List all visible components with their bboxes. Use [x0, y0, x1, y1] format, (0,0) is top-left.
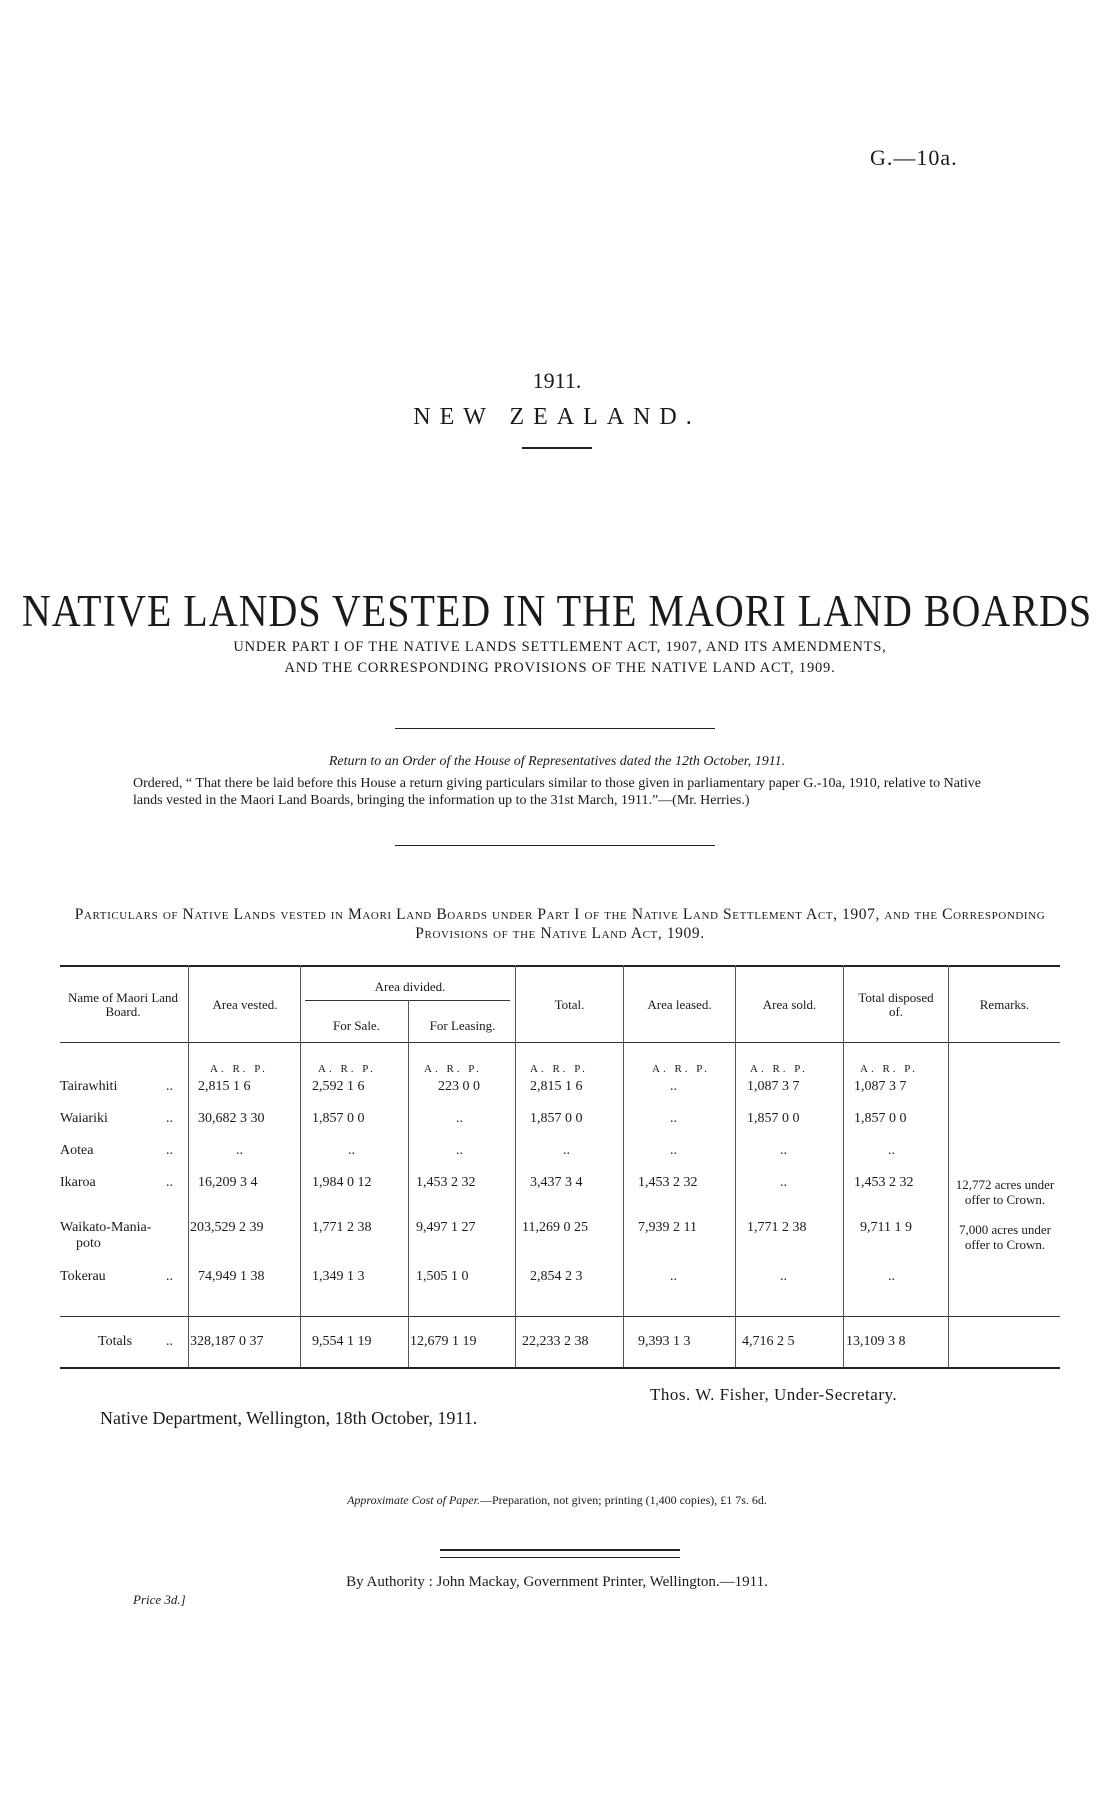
- total-cell: 2,815 1 6: [530, 1079, 583, 1094]
- price-label: Price 3d.]: [133, 1592, 186, 1607]
- header-total-disposed: Total disposed of.: [858, 990, 934, 1019]
- area-vested-cell: 74,949 1 38: [198, 1269, 265, 1284]
- total-cell: ..: [563, 1143, 570, 1158]
- remarks-cell: 7,000 acres under offer to Crown.: [958, 1222, 1052, 1252]
- header-area-leased: Area leased.: [647, 997, 712, 1012]
- return-order-line: Return to an Order of the House of Representatives dated the 12th October, 1911.: [328, 754, 786, 769]
- unit-label: A. R. P.: [750, 1063, 808, 1075]
- area-sold-cell: 1,857 0 0: [747, 1111, 800, 1126]
- total-cell: 2,854 2 3: [530, 1269, 583, 1284]
- order-top-rule: [395, 728, 715, 729]
- area-leased-cell: ..: [670, 1269, 677, 1284]
- table-caption: Particulars of Native Lands vested in Maori Land Boards under Part I of the Native Land Settlement Act, 1907, and the Corresponding Provisions of the Native Land Act, 1909.: [74, 906, 1046, 942]
- authority-label: By Authority :: [346, 1574, 433, 1590]
- total-disposed: 13,109 3 8: [846, 1334, 906, 1349]
- totals-top-rule: [60, 1316, 1060, 1317]
- leader-dots: ..: [166, 1143, 173, 1158]
- authority-line: [0, 1574, 1114, 1591]
- header-for-leasing: For Leasing.: [429, 1018, 496, 1033]
- remarks-cell: 12,772 acres under offer to Crown.: [955, 1177, 1055, 1207]
- total-disposed-cell: 1,453 2 32: [854, 1175, 914, 1190]
- board-name: Waiariki: [60, 1111, 108, 1126]
- leader-dots: ..: [166, 1111, 173, 1126]
- total-total: 22,233 2 38: [522, 1334, 589, 1349]
- cost-text: —Preparation, not given; printing (1,400 copies), £1 7s. 6d.: [479, 1493, 767, 1507]
- board-name: Tairawhiti: [60, 1079, 118, 1094]
- total-disposed-cell: 1,087 3 7: [854, 1079, 907, 1094]
- heading-rule: [522, 447, 592, 449]
- unit-label: A. R. P.: [530, 1063, 588, 1075]
- total-area-vested: 328,187 0 37: [190, 1334, 264, 1349]
- area-leased-cell: 1,453 2 32: [638, 1175, 698, 1190]
- area-vested-cell: 2,815 1 6: [198, 1079, 251, 1094]
- document-reference: G.—10a.: [870, 145, 958, 170]
- ordered-paragraph: Ordered, “ That there be laid before this House a return giving particulars similar to those given in parliamentary paper G.-10a, 1910, relative to Native lands vested in the Maori Land Boards, bringing the information up to the 31st March, 1911.”—(Mr. Herries.): [133, 776, 981, 808]
- col-divider: [735, 965, 736, 1367]
- subtitle-line-1: UNDER PART I OF THE NATIVE LANDS SETTLEMENT ACT, 1907, AND ITS AMENDMENTS,: [233, 639, 887, 655]
- area-leased-cell: ..: [670, 1111, 677, 1126]
- header-total: Total.: [554, 997, 585, 1012]
- leader-dots: ..: [166, 1334, 173, 1349]
- total-for-leasing: 12,679 1 19: [410, 1334, 477, 1349]
- subtitle-line-2: AND THE CORRESPONDING PROVISIONS OF THE NATIVE LAND ACT, 1909.: [284, 660, 836, 676]
- total-cell: 11,269 0 25: [522, 1220, 588, 1235]
- header-area-divided: Area divided.: [374, 979, 446, 994]
- table-top-rule: [60, 965, 1060, 967]
- board-name-line-2: poto: [76, 1236, 101, 1251]
- area-vested-cell: 203,529 2 39: [190, 1220, 264, 1235]
- board-name-line-1: Waikato-Mania-: [60, 1220, 152, 1235]
- unit-label: A. R. P.: [652, 1063, 710, 1075]
- total-disposed-cell: ..: [888, 1269, 895, 1284]
- signature-line: Thos. W. Fisher, Under-Secretary.: [650, 1385, 898, 1404]
- total-area-leased: 9,393 1 3: [638, 1334, 691, 1349]
- for-leasing-cell: 1,453 2 32: [416, 1175, 476, 1190]
- total-area-sold: 4,716 2 5: [742, 1334, 795, 1349]
- cost-line: [0, 1493, 1114, 1508]
- header-bottom-rule: [60, 1042, 1060, 1043]
- leader-dots: ..: [166, 1269, 173, 1284]
- for-sale-cell: 2,592 1 6: [312, 1079, 365, 1094]
- unit-label: A. R. P.: [210, 1063, 268, 1075]
- totals-label: Totals: [98, 1334, 133, 1349]
- col-divider: [408, 1000, 409, 1367]
- page-title: NATIVE LANDS VESTED IN THE MAORI LAND BOARDS: [21, 584, 1093, 637]
- area-vested-cell: ..: [236, 1143, 243, 1158]
- unit-label: A. R. P.: [860, 1063, 918, 1075]
- area-vested-cell: 30,682 3 30: [198, 1111, 265, 1126]
- leader-dots: ..: [166, 1175, 173, 1190]
- total-disposed-cell: 9,711 1 9: [860, 1220, 912, 1235]
- area-vested-cell: 16,209 3 4: [198, 1175, 258, 1190]
- total-for-sale: 9,554 1 19: [312, 1334, 372, 1349]
- page-subtitle: [100, 637, 1020, 679]
- header-remarks: Remarks.: [979, 997, 1030, 1012]
- table-bottom-rule: [60, 1367, 1060, 1369]
- area-sold-cell: ..: [780, 1175, 787, 1190]
- board-name: Aotea: [60, 1143, 94, 1158]
- col-divider: [623, 965, 624, 1367]
- authority-text: John Mackay, Government Printer, Wellington.—1911.: [436, 1574, 768, 1590]
- year-heading: 1911.: [532, 368, 582, 393]
- for-leasing-cell: ..: [456, 1143, 463, 1158]
- board-name: Ikaroa: [60, 1175, 96, 1190]
- col-divider: [948, 965, 949, 1367]
- area-leased-cell: ..: [670, 1079, 677, 1094]
- land-boards-table: [60, 965, 1060, 1370]
- leader-dots: ..: [166, 1079, 173, 1094]
- area-sold-cell: 1,771 2 38: [747, 1220, 807, 1235]
- total-cell: 3,437 3 4: [530, 1175, 583, 1190]
- for-sale-cell: 1,771 2 38: [312, 1220, 372, 1235]
- footer-rule-top: [440, 1549, 680, 1551]
- area-leased-cell: ..: [670, 1143, 677, 1158]
- for-leasing-cell: 1,505 1 0: [416, 1269, 469, 1284]
- unit-label: A. R. P.: [318, 1063, 376, 1075]
- header-board: Name of Maori Land Board.: [67, 990, 179, 1019]
- total-cell: 1,857 0 0: [530, 1111, 583, 1126]
- col-divider: [188, 965, 189, 1367]
- order-bottom-rule: [395, 845, 715, 846]
- header-area-sold: Area sold.: [762, 997, 817, 1012]
- col-divider: [300, 965, 301, 1367]
- area-sold-cell: 1,087 3 7: [747, 1079, 800, 1094]
- area-leased-cell: 7,939 2 11: [638, 1220, 697, 1235]
- area-sold-cell: ..: [780, 1143, 787, 1158]
- department-line: Native Department, Wellington, 18th October, 1911.: [100, 1408, 478, 1428]
- country-heading: NEW ZEALAND.: [413, 404, 701, 430]
- col-divider: [843, 965, 844, 1367]
- for-sale-cell: 1,984 0 12: [312, 1175, 372, 1190]
- area-sold-cell: ..: [780, 1269, 787, 1284]
- footer-rule-bottom: [440, 1557, 680, 1558]
- header-area-vested: Area vested.: [212, 997, 278, 1012]
- total-disposed-cell: 1,857 0 0: [854, 1111, 907, 1126]
- header-for-sale: For Sale.: [333, 1018, 380, 1033]
- col-divider: [515, 965, 516, 1367]
- board-name: Tokerau: [60, 1269, 106, 1284]
- for-leasing-cell: ..: [456, 1111, 463, 1126]
- for-leasing-cell: 223 0 0: [438, 1079, 480, 1094]
- for-sale-cell: ..: [348, 1143, 355, 1158]
- for-leasing-cell: 9,497 1 27: [416, 1220, 476, 1235]
- for-sale-cell: 1,349 1 3: [312, 1269, 365, 1284]
- for-sale-cell: 1,857 0 0: [312, 1111, 365, 1126]
- total-disposed-cell: ..: [888, 1143, 895, 1158]
- cost-label: Approximate Cost of Paper.: [347, 1493, 480, 1507]
- unit-label: A. R. P.: [424, 1063, 482, 1075]
